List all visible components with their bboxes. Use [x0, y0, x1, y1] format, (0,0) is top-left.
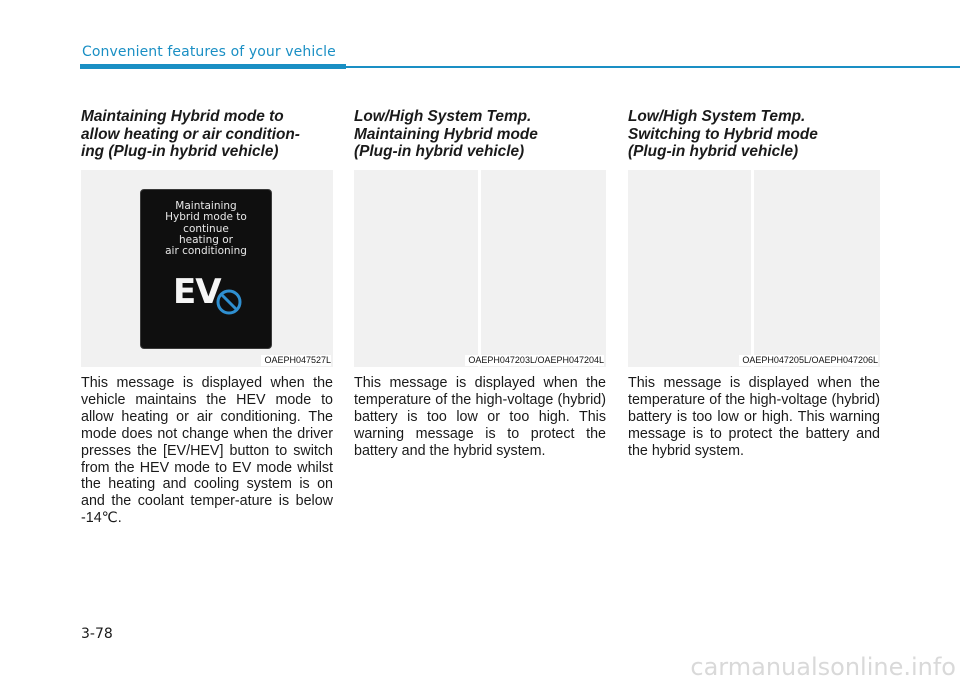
section-title: Low/High System Temp. Maintaining Hybrid mode (Plug-in hybrid vehicle)	[354, 108, 538, 160]
figure-code: OAEPH047527L	[261, 355, 331, 366]
section-hybrid-heating	[81, 108, 333, 527]
figure-display-pair	[354, 170, 606, 367]
section-body: This message is displayed when the vehicle maintains the HEV mode to allow heating or air conditioning. The mode does not change when the driver presses the [EV/HEV] button to switch from the HEV mode to EV mode whilst the heating and cooling system is on and the coolant temper-ature is below -14℃.	[81, 375, 333, 527]
figure-display-message	[81, 170, 333, 367]
no-entry-icon	[215, 288, 243, 316]
figure-code: OAEPH047205L/OAEPH047206L	[739, 355, 878, 366]
header-title: Convenient features of your vehicle	[82, 44, 336, 60]
display-message-text: Maintaining Hybrid mode to continue heating or air conditioning	[165, 200, 247, 258]
header-bar	[80, 64, 346, 69]
section-temp-maintaining	[354, 108, 606, 460]
header-rule	[346, 66, 960, 68]
figure-display-pair	[628, 170, 880, 367]
figure-divider	[751, 170, 754, 367]
figure-divider	[478, 170, 481, 367]
section-body: This message is displayed when the temperature of the high-voltage (hybrid) battery is too low or high. This warning message is to protect the battery and the hybrid system.	[628, 375, 880, 459]
ev-label: EV	[173, 272, 221, 312]
section-title: Low/High System Temp. Switching to Hybrid mode (Plug-in hybrid vehicle)	[628, 108, 818, 160]
watermark: carmanualsonline.info	[690, 653, 956, 681]
cluster-display	[140, 189, 272, 349]
section-body: This message is displayed when the temperature of the high-voltage (hybrid) battery is too low or too high. This warning message is to protect the battery and the hybrid system.	[354, 375, 606, 459]
figure-code: OAEPH047203L/OAEPH047204L	[465, 355, 604, 366]
section-temp-switching	[628, 108, 880, 460]
section-title: Maintaining Hybrid mode to allow heating or air condition- ing (Plug-in hybrid vehicle)	[81, 108, 300, 160]
page-number: 3-78	[81, 626, 113, 642]
